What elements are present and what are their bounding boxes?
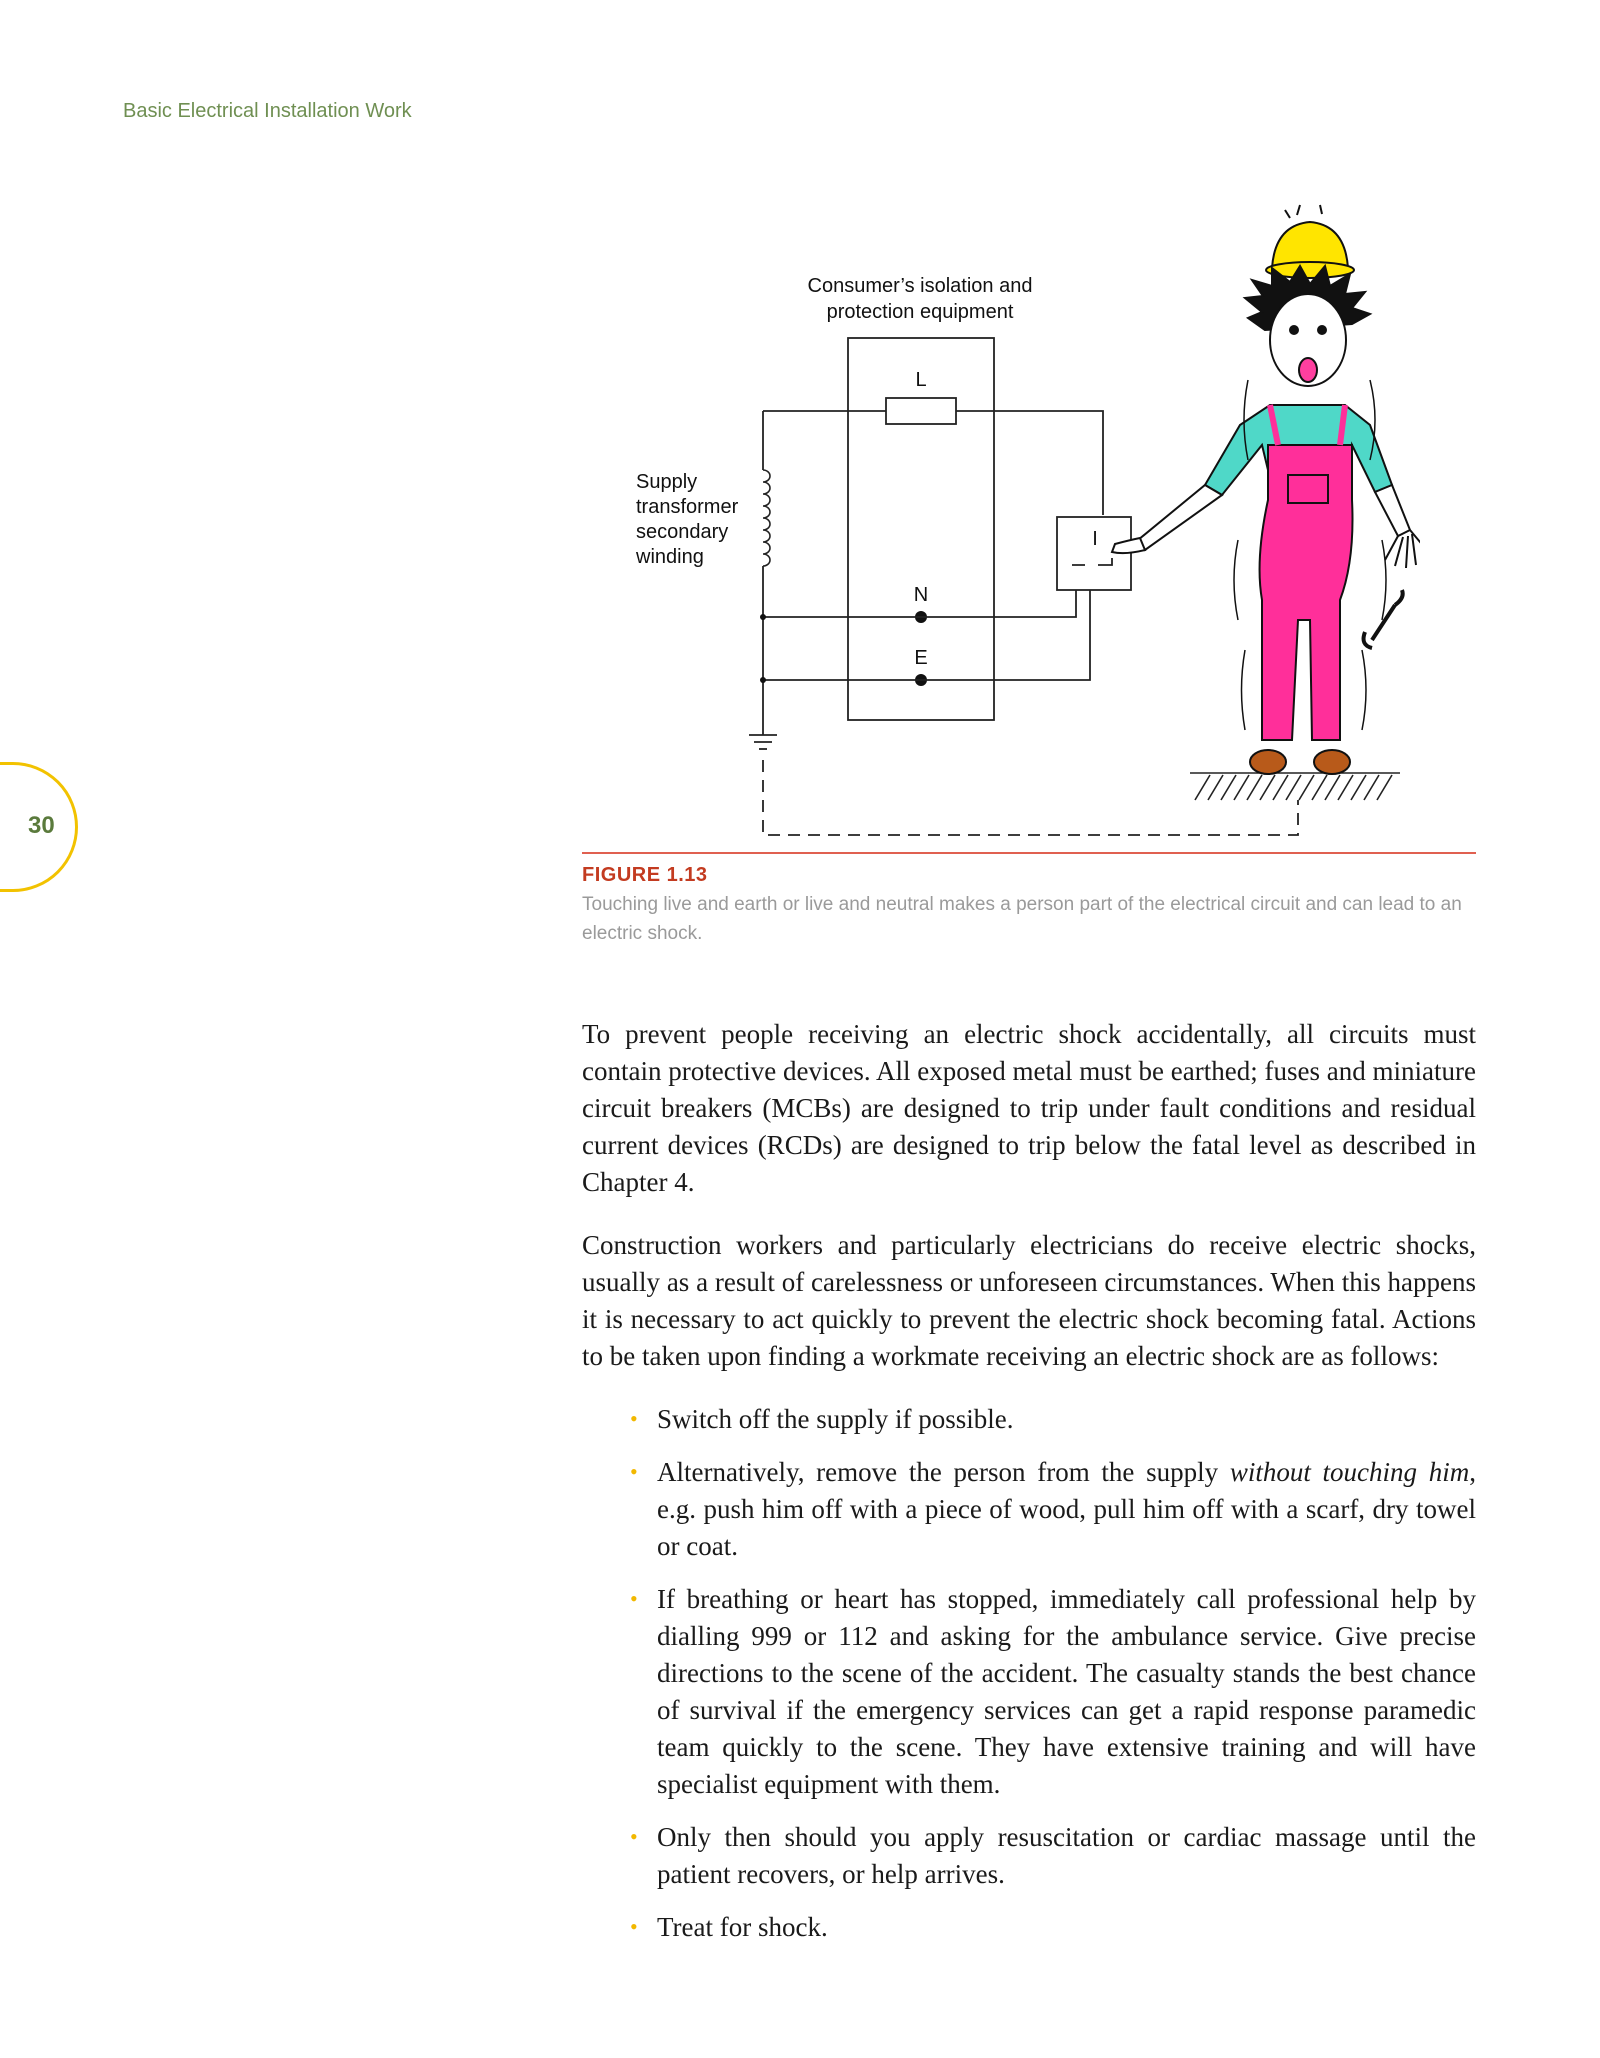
fuse-symbol [886,398,956,424]
electric-shock-diagram [600,195,1420,845]
bullet-icon: • [630,1824,638,1849]
list-item-text: If breathing or heart has stopped, immediately call professional help by dialling 999 or 112 and asking for the ambulance service. Give precise directions to the scene of the accident. The casualty stands the best chance of survival if the emergency services can get a rapid response paramedic team quickly to the scene. They have extensive training and will have specialist equipment with them. [657,1584,1476,1799]
supply-label-line: Supply [636,471,698,493]
list-item-text: Alternatively, remove the person from the supply [657,1457,1230,1487]
switch-label: I [1092,528,1098,550]
supply-label [635,471,739,568]
body-text [582,1016,1476,1962]
raised-arm [1375,485,1410,536]
supply-label-line: winding [636,546,704,568]
wire-junction [760,677,766,683]
equipment-label-line2: protection equipment [826,301,1014,323]
figure-rule [582,852,1476,854]
earth-return-path [763,760,1298,835]
paragraph: To prevent people receiving an electric shock accidentally, all circuits must contain protective devices. All exposed metal must be earthed; fuses and miniature circuit breakers (MCBs) are designed to trip under fault conditions and residual current devices (RCDs) are designed to trip below the fatal level as described in Chapter 4. [582,1019,1476,1197]
list-item [630,1909,1476,1946]
shocked-person-illustration [1112,205,1420,774]
left-shoe [1250,750,1286,774]
page-number: 30 [28,812,55,839]
bullet-icon: • [630,1459,638,1484]
list-item-text: , e.g. push him off with a piece of wood, pull him off with a scarf, dry towel or coat. [657,1457,1476,1561]
supply-label-line: secondary [636,521,729,543]
terminal-L-label: L [915,369,927,391]
bullet-icon: • [630,1586,638,1611]
wire-junction [760,614,766,620]
emphasis-text: without touching him [1229,1457,1470,1487]
list-item [630,1819,1476,1893]
pointing-arm [1138,485,1222,550]
figure-label: FIGURE 1.13 [582,864,708,886]
equipment-label-line1: Consumer’s isolation and [807,275,1033,297]
figure-caption: Touching live and earth or live and neutral makes a person part of the electrical circuit and can lead to an electric shock. [582,894,1462,944]
paragraph: Construction workers and particularly electricians do receive electric shocks, usually as a result of carelessness or unforeseen circumstances. When this happens it is necessary to act quickly to prevent the electric shock becoming fatal. Actions to be taken upon finding a workmate receiving an electric shock are as follows: [582,1230,1476,1371]
transformer-winding [763,470,770,566]
list-item [630,1581,1476,1803]
earth-symbol [749,735,777,749]
right-shoe [1314,750,1350,774]
list-item-text: Only then should you apply resuscitation or cardiac massage until the patient recovers, or help arrives. [657,1822,1476,1889]
open-hand [1385,530,1420,568]
circuit-wires [763,411,1103,735]
list-item [630,1454,1476,1565]
spanner [1364,590,1403,648]
first-aid-steps-list [582,1401,1476,1946]
supply-label-line: transformer [636,496,739,518]
list-item [630,1401,1476,1438]
ground-surface [1190,773,1400,800]
running-header: Basic Electrical Installation Work [123,100,412,122]
bullet-icon: • [630,1914,638,1939]
list-item-text: Treat for shock. [657,1912,828,1942]
bullet-icon: • [630,1406,638,1431]
terminal-E-label: E [914,647,928,669]
terminal-N-label: N [913,584,929,606]
list-item-text: Switch off the supply if possible. [657,1404,1014,1434]
